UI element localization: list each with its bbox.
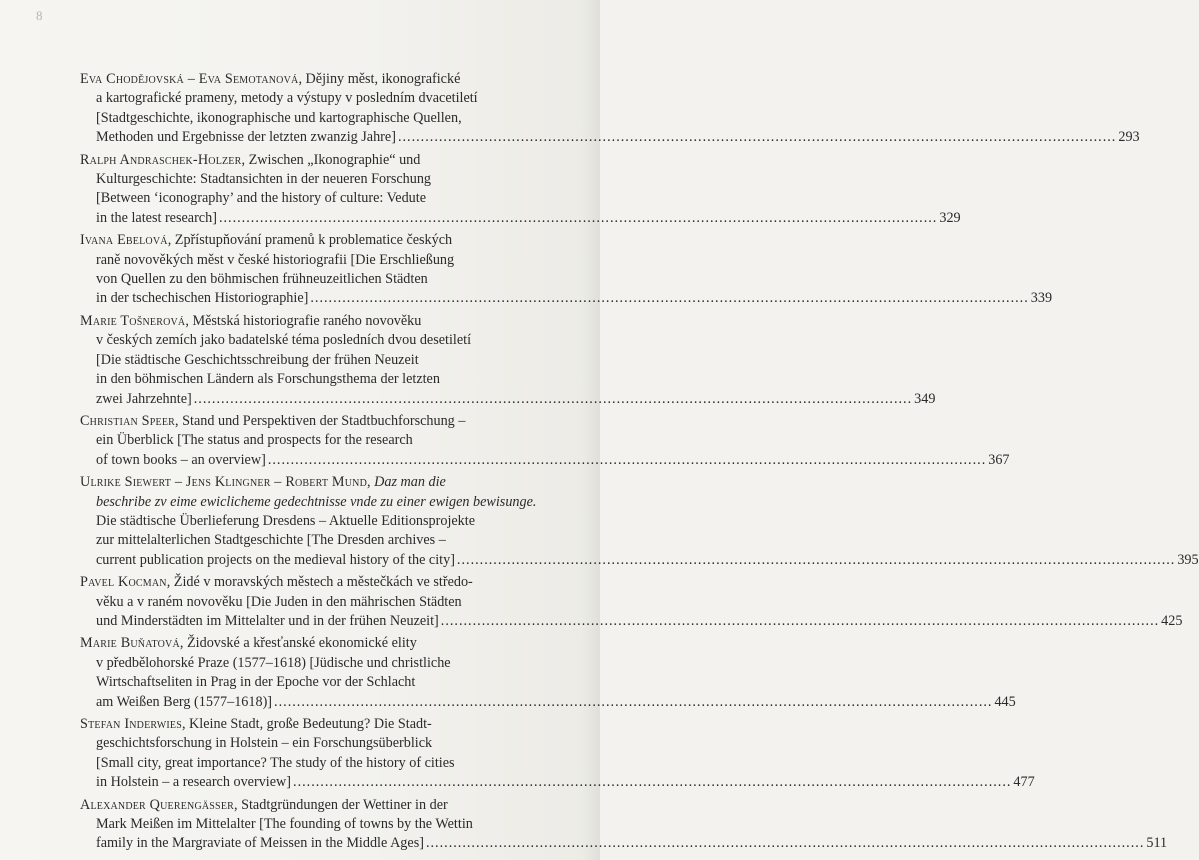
- toc-entry: [80, 412, 1010, 470]
- entry-title-text: v českých zemích jako badatelské téma posledních dvou desetiletí: [96, 332, 472, 349]
- leader-dots: [268, 452, 986, 468]
- leader-dots: [194, 391, 912, 407]
- entry-last-line: [80, 128, 1140, 147]
- entry-title-text: geschichtsforschung in Holstein – ein Forschungsüberblick: [96, 735, 433, 752]
- toc-entry: [80, 796, 1168, 854]
- entry-title-text: Židovské a křesťanské ekonomické elity: [187, 635, 417, 652]
- entry-title-text: Stadtgründungen der Wettiner in der: [241, 796, 448, 813]
- page-number: 395: [1177, 551, 1199, 568]
- entry-title-text: Methoden und Ergebnisse der letzten zwanzig Jahre]: [96, 129, 396, 146]
- entry-separator: ,: [166, 574, 174, 591]
- entry-title-text: Zwischen „Ikonographie“ und: [248, 151, 421, 168]
- entry-title-text: zur mittelalterlichen Stadtgeschichte [The Dresden archives –: [96, 532, 446, 549]
- entry-last-line: [80, 834, 1168, 853]
- entry-italic-title: beschribe zv eime ewiclicheme gedechtnisse vnde zu einer ewigen bewisunge.: [96, 493, 537, 510]
- entry-last-line: [80, 551, 1199, 570]
- page-number: 367: [988, 451, 1010, 468]
- entry-first-line: [80, 796, 552, 815]
- leader-dots: [219, 210, 937, 226]
- leader-dots: [274, 694, 992, 710]
- entry-separator: ,: [179, 635, 187, 652]
- entry-author: Marie Tošnerová: [80, 312, 186, 329]
- entry-separator: ,: [167, 232, 175, 249]
- leader-dots: [398, 129, 1116, 145]
- entry-title-text: in Holstein – a research overview]: [96, 774, 292, 791]
- entry-title-text: Die städtische Überlieferung Dresdens – Aktuelle Editionsprojekte: [96, 512, 476, 529]
- entry-title-text: a kartografické prameny, metody a výstupy v posledním dvacetiletí: [96, 90, 478, 107]
- entry-title-text: of town books – an overview]: [96, 451, 266, 468]
- entry-title-text: ein Überblick [The status and prospects for the research: [96, 432, 413, 449]
- entry-separator: ,: [367, 474, 375, 491]
- entry-author: Ivana Ebelová: [80, 232, 168, 249]
- entry-first-line: [80, 231, 552, 250]
- page-number: 425: [1161, 612, 1183, 629]
- entry-separator: ,: [298, 71, 306, 87]
- entry-title-text: und Minderstädten im Mittelalter und in der frühen Neuzeit]: [96, 612, 439, 629]
- entry-first-line: [80, 573, 552, 592]
- leader-dots: [441, 613, 1159, 629]
- entry-title-text: Mark Meißen im Mittelalter [The founding of towns by the Wettin: [96, 816, 473, 833]
- entry-title-text: v předbělohorské Praze (1577–1618) [Jüdische und christliche: [96, 654, 451, 671]
- entry-last-line: [80, 390, 936, 409]
- entry-author: Ralph Andraschek-Holzer: [80, 151, 242, 168]
- entry-title-text: zwei Jahrzehnte]: [96, 390, 192, 407]
- entry-title-text: Wirtschaftseliten in Prag in der Epoche vor der Schlacht: [96, 674, 416, 691]
- entry-title-text: family in the Margraviate of Meissen in the Middle Ages]: [96, 835, 424, 852]
- entry-separator: ,: [234, 796, 242, 813]
- entry-separator: ,: [241, 151, 249, 168]
- entry-separator: ,: [175, 412, 183, 429]
- entry-title-text: in den böhmischen Ländern als Forschungsthema der letzten: [96, 371, 440, 388]
- toc-entry: [80, 70, 1140, 148]
- entry-last-line: [80, 209, 961, 228]
- entry-title-text: [Stadtgeschichte, ikonographische und kartographische Quellen,: [96, 109, 462, 126]
- entry-title-text: věku a v raném novověku [Die Juden in den mährischen Städten: [96, 593, 462, 610]
- entry-separator: ,: [181, 716, 190, 732]
- entry-title-text: am Weißen Berg (1577–1618)]: [96, 693, 273, 710]
- entry-last-line: [80, 451, 1010, 470]
- entry-first-line: [80, 634, 552, 653]
- entry-title-text: in der tschechischen Historiographie]: [96, 290, 309, 307]
- entry-title-text: [Small city, great importance? The study of the history of cities: [96, 754, 455, 771]
- entry-first-line: [80, 715, 552, 734]
- entry-title-text: Zpřístupňování pramenů k problematice českých: [174, 232, 453, 249]
- entry-title-text: von Quellen zu den böhmischen frühneuzeitlichen Städten: [96, 271, 428, 288]
- entry-first-line: [80, 70, 552, 89]
- entry-title-text: Židé v moravských městech a městečkách ve středo-: [173, 574, 473, 591]
- toc-entry: [80, 151, 961, 229]
- entry-last-line: [80, 289, 1053, 308]
- entry-last-line: [80, 773, 1035, 792]
- toc-entry: [80, 312, 936, 409]
- toc-entry: [80, 231, 1053, 309]
- entry-last-line: [80, 612, 1183, 631]
- entry-last-line: [80, 693, 1016, 712]
- page-edge-mark: 8: [36, 8, 43, 23]
- entry-first-line: [80, 151, 552, 170]
- entry-first-line: [80, 473, 552, 492]
- entry-title-text: Kulturgeschichte: Stadtansichten in der neueren Forschung: [96, 171, 432, 188]
- entry-first-line: [80, 312, 552, 331]
- entry-author: Christian Speer: [80, 412, 176, 429]
- toc-entry: [80, 715, 1035, 793]
- entry-title-text: [Between ‘iconography’ and the history of culture: Vedute: [96, 190, 427, 207]
- page-number: 445: [994, 693, 1016, 710]
- entry-title-text: Stand und Perspektiven der Stadtbuchforschung –: [182, 412, 466, 429]
- entry-title-text: in the latest research]: [96, 209, 217, 226]
- entry-author: Marie Buňatová: [80, 635, 180, 652]
- entry-title-text: current publication projects on the medieval history of the city]: [96, 551, 455, 568]
- entry-title-text: Kleine Stadt, große Bedeutung? Die Stadt-: [189, 716, 432, 732]
- entry-author: Alexander Querengässer: [80, 796, 234, 813]
- page-number: 477: [1013, 774, 1035, 791]
- entry-author: Ulrike Siewert – Jens Klingner – Robert Mund: [80, 474, 368, 491]
- toc-entry: [80, 473, 1199, 570]
- page-number: 511: [1146, 835, 1168, 852]
- table-of-contents: [80, 70, 1199, 857]
- page-number: 349: [914, 390, 936, 407]
- entry-author: Stefan Inderwies: [80, 716, 182, 732]
- entry-title-text: [Die städtische Geschichtsschreibung der frühen Neuzeit: [96, 351, 419, 368]
- page-number: 339: [1030, 290, 1053, 307]
- entry-title-text: raně novověkých měst v české historiografii [Die Erschließung: [96, 251, 455, 268]
- leader-dots: [457, 552, 1175, 568]
- entry-separator: ,: [185, 312, 193, 329]
- toc-entry: [80, 573, 1183, 631]
- leader-dots: [293, 774, 1011, 790]
- entry-title-text: Dějiny měst, ikonografické: [305, 71, 461, 87]
- leader-dots: [426, 835, 1144, 851]
- entry-author: Eva Chodějovská – Eva Semotanová: [80, 71, 299, 87]
- page-number: 293: [1118, 129, 1140, 146]
- toc-entry: [80, 634, 1016, 712]
- entry-first-line: [80, 412, 552, 431]
- entry-italic-title: Daz man die: [374, 474, 446, 491]
- entry-title-text: Městská historiografie raného novověku: [192, 312, 422, 329]
- leader-dots: [310, 290, 1028, 306]
- entry-author: Pavel Kocman: [80, 574, 167, 591]
- page-number: 329: [939, 209, 961, 226]
